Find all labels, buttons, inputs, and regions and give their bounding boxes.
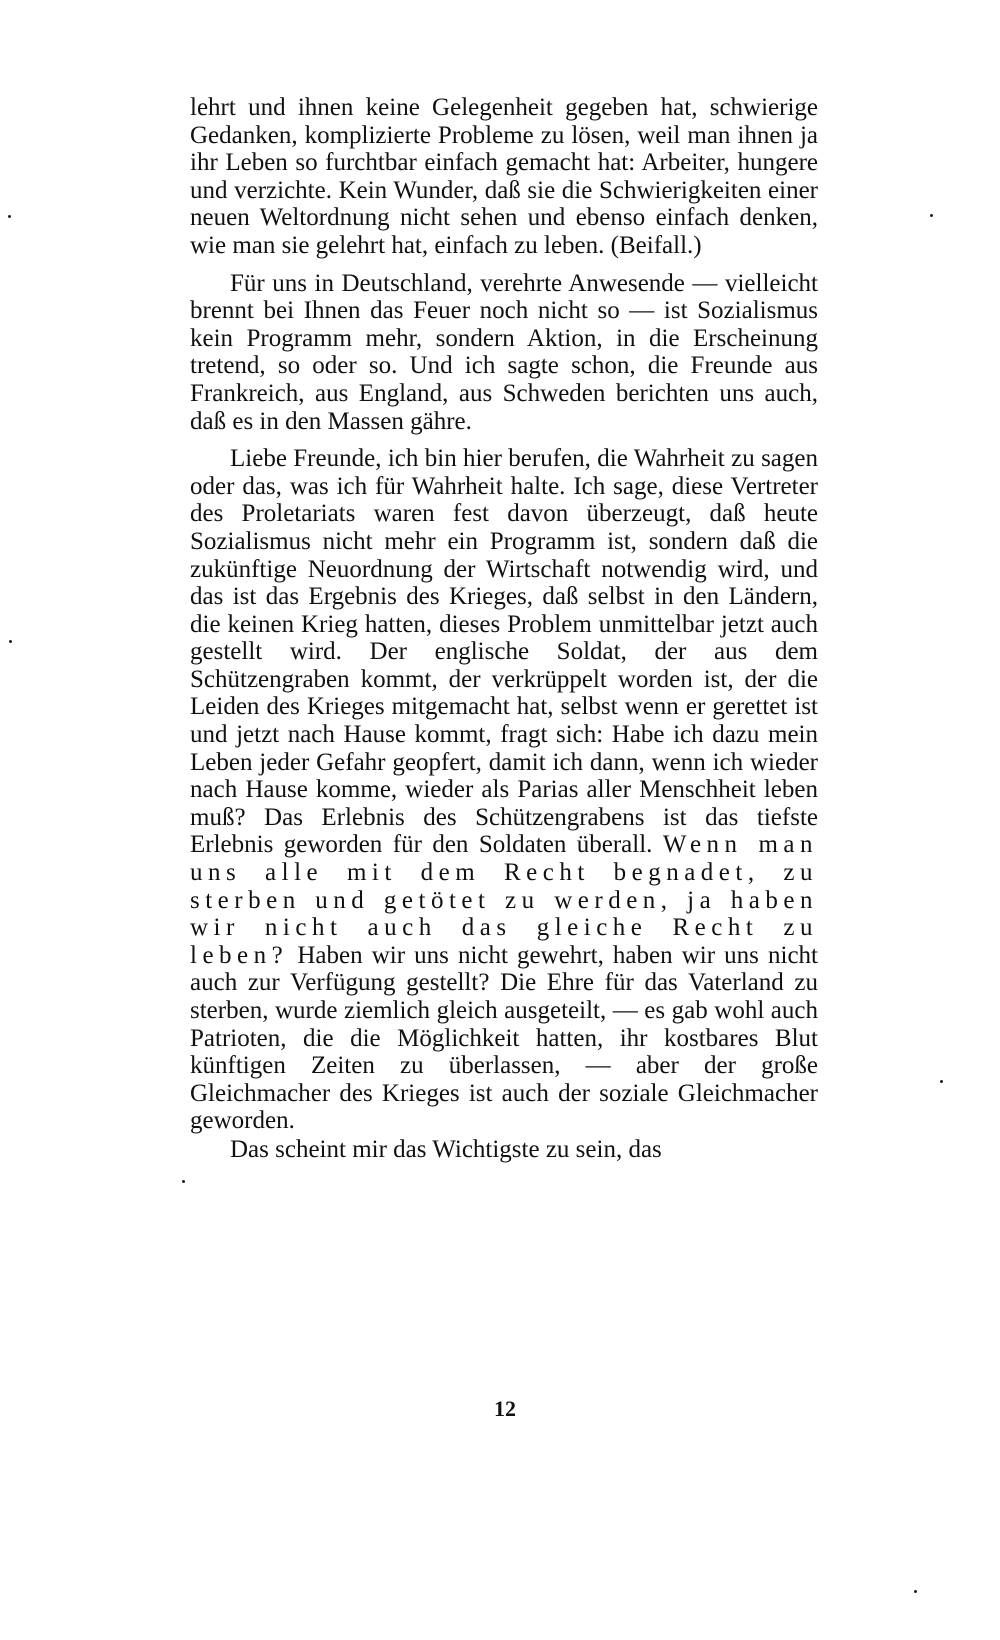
scan-speck: [182, 1180, 185, 1183]
body-text: [190, 94, 818, 1164]
scan-speck: [930, 214, 933, 217]
paragraph-3-part-2: Haben wir uns nicht gewehrt, haben wir uns nicht auch zur Verfügung gestellt? Die Ehre für das Vaterland zu sterben, wurde ziemlich gleich ausgeteilt, — es gab wohl auch Patrioten, die die Möglichkeit hatten, ihr kostbares Blut künftigen Zeiten zu überlassen, — aber der große Gleichmacher des Krieges ist auch der soziale Gleichmacher geworden.: [190, 941, 818, 1135]
scan-speck: [940, 1080, 943, 1083]
paragraph-3-part-1: Liebe Freunde, ich bin hier berufen, die Wahrheit zu sagen oder das, was ich für Wahrheit halte. Ich sage, diese Vertreter des Proletariats waren fest davon überzeugt, daß heute Sozialismus nicht mehr ein Programm ist, sondern daß die zukünftige Neuordnung der Wirtschaft notwendig wird, und das ist das Ergebnis des Krieges, daß selbst in den Ländern, die keinen Krieg hatten, dieses Problem unmittelbar jetzt auch gestellt wird. Der englische Soldat, der aus dem Schützengraben kommt, der verkrüppelt worden ist, der die Leiden des Krieges mitgemacht hat, selbst wenn er gerettet ist und jetzt nach Hause kommt, fragt sich: Habe ich dazu mein Leben jeder Gefahr geopfert, damit ich dann, wenn ich wieder nach Hause komme, wieder als Parias aller Menschheit leben muß? Das Erlebnis des Schützengrabens ist das tiefste Erlebnis geworden für den Soldaten überall.: [190, 445, 818, 859]
paragraph-3: [190, 445, 818, 1135]
paragraph-2: Für uns in Deutschland, verehrte Anwesende — vielleicht brennt bei Ihnen das Feuer noch nicht so — ist Sozialismus kein Programm mehr, sondern Aktion, in die Erscheinung tretend, so oder so. Und ich sagte schon, die Freunde aus Frankreich, aus England, aus Schweden berichten uns auch, daß es in den Massen gähre.: [190, 269, 818, 435]
scan-speck: [8, 215, 11, 218]
paragraph-3-emphasis: Wenn man uns alle mit dem Recht begnadet, zu sterben und getötet zu werden, ja haben wir nicht auch das gleiche Recht zu leben?: [190, 831, 819, 969]
scan-speck: [914, 1590, 917, 1593]
paragraph-1: lehrt und ihnen keine Gelegenheit gegeben hat, schwierige Gedanken, komplizierte Probleme zu lösen, weil man ihnen ja ihr Leben so furchtbar einfach gemacht hat: Arbeiter, hungere und verzichte. Kein Wunder, daß sie die Schwierigkeiten einer neuen Weltordnung nicht sehen und ebenso einfach denken, wie man sie gelehrt hat, einfach zu leben. (Beifall.): [190, 94, 818, 259]
page-number: 12: [494, 1396, 516, 1421]
scan-speck: [9, 640, 12, 643]
paragraph-4: Das scheint mir das Wichtigste zu sein, das: [230, 1135, 662, 1163]
